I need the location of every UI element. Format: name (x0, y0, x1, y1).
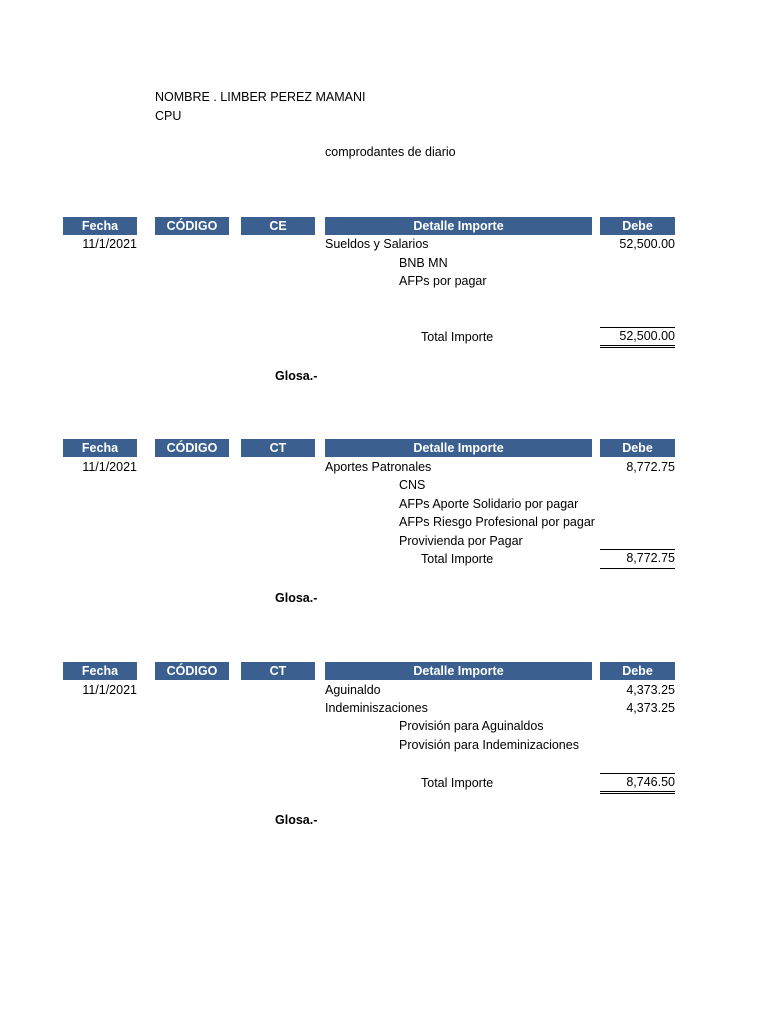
debit-account: Aportes Patronales (325, 460, 432, 474)
col-header-debe: Debe (600, 439, 675, 457)
col-header-debe: Debe (600, 662, 675, 680)
credit-account: Provivienda por Pagar (399, 534, 523, 548)
col-header-detalle: Detalle Importe (325, 662, 592, 680)
debit-amount: 4,373.25 (626, 683, 675, 697)
col-header-detalle: Detalle Importe (325, 439, 592, 457)
document-subtitle: comprodantes de diario (325, 145, 456, 159)
total-label: Total Importe (421, 552, 494, 566)
course-code: CPU (155, 109, 182, 123)
debit-account: Sueldos y Salarios (325, 237, 429, 251)
total-amount: 8,772.75 (600, 549, 675, 569)
debit-amount: 8,772.75 (626, 460, 675, 474)
entry-date: 11/1/2021 (82, 460, 137, 474)
credit-account: BNB MN (399, 256, 448, 270)
col-header-codigo: CÓDIGO (155, 217, 229, 235)
col-header-fecha: Fecha (63, 439, 137, 457)
total-amount: 8,746.50 (600, 773, 675, 794)
col-header-tipo: CT (241, 439, 315, 457)
col-header-fecha: Fecha (63, 217, 137, 235)
glosa-label: Glosa.- (275, 813, 318, 827)
col-header-tipo: CE (241, 217, 315, 235)
total-amount: 52,500.00 (600, 327, 675, 348)
col-header-debe: Debe (600, 217, 675, 235)
entry-date: 11/1/2021 (82, 683, 137, 697)
entry-date: 11/1/2021 (82, 237, 137, 251)
col-header-fecha: Fecha (63, 662, 137, 680)
glosa-label: Glosa.- (275, 591, 318, 605)
col-header-codigo: CÓDIGO (155, 662, 229, 680)
credit-account: CNS (399, 478, 426, 492)
debit-amount: 52,500.00 (619, 237, 675, 251)
credit-account: AFPs Riesgo Profesional por pagar (399, 515, 595, 529)
student-name: NOMBRE . LIMBER PEREZ MAMANI (155, 90, 366, 104)
debit-account: Aguinaldo (325, 683, 381, 697)
credit-account: AFPs Aporte Solidario por pagar (399, 497, 579, 511)
credit-account: Provisión para Aguinaldos (399, 719, 544, 733)
glosa-label: Glosa.- (275, 369, 318, 383)
col-header-detalle: Detalle Importe (325, 217, 592, 235)
col-header-tipo: CT (241, 662, 315, 680)
credit-account: Provisión para Indeminizaciones (399, 738, 579, 752)
credit-account: AFPs por pagar (399, 274, 487, 288)
debit-account: Indeminiszaciones (325, 701, 428, 715)
total-label: Total Importe (421, 776, 494, 790)
debit-amount: 4,373.25 (626, 701, 675, 715)
total-label: Total Importe (421, 330, 494, 344)
col-header-codigo: CÓDIGO (155, 439, 229, 457)
